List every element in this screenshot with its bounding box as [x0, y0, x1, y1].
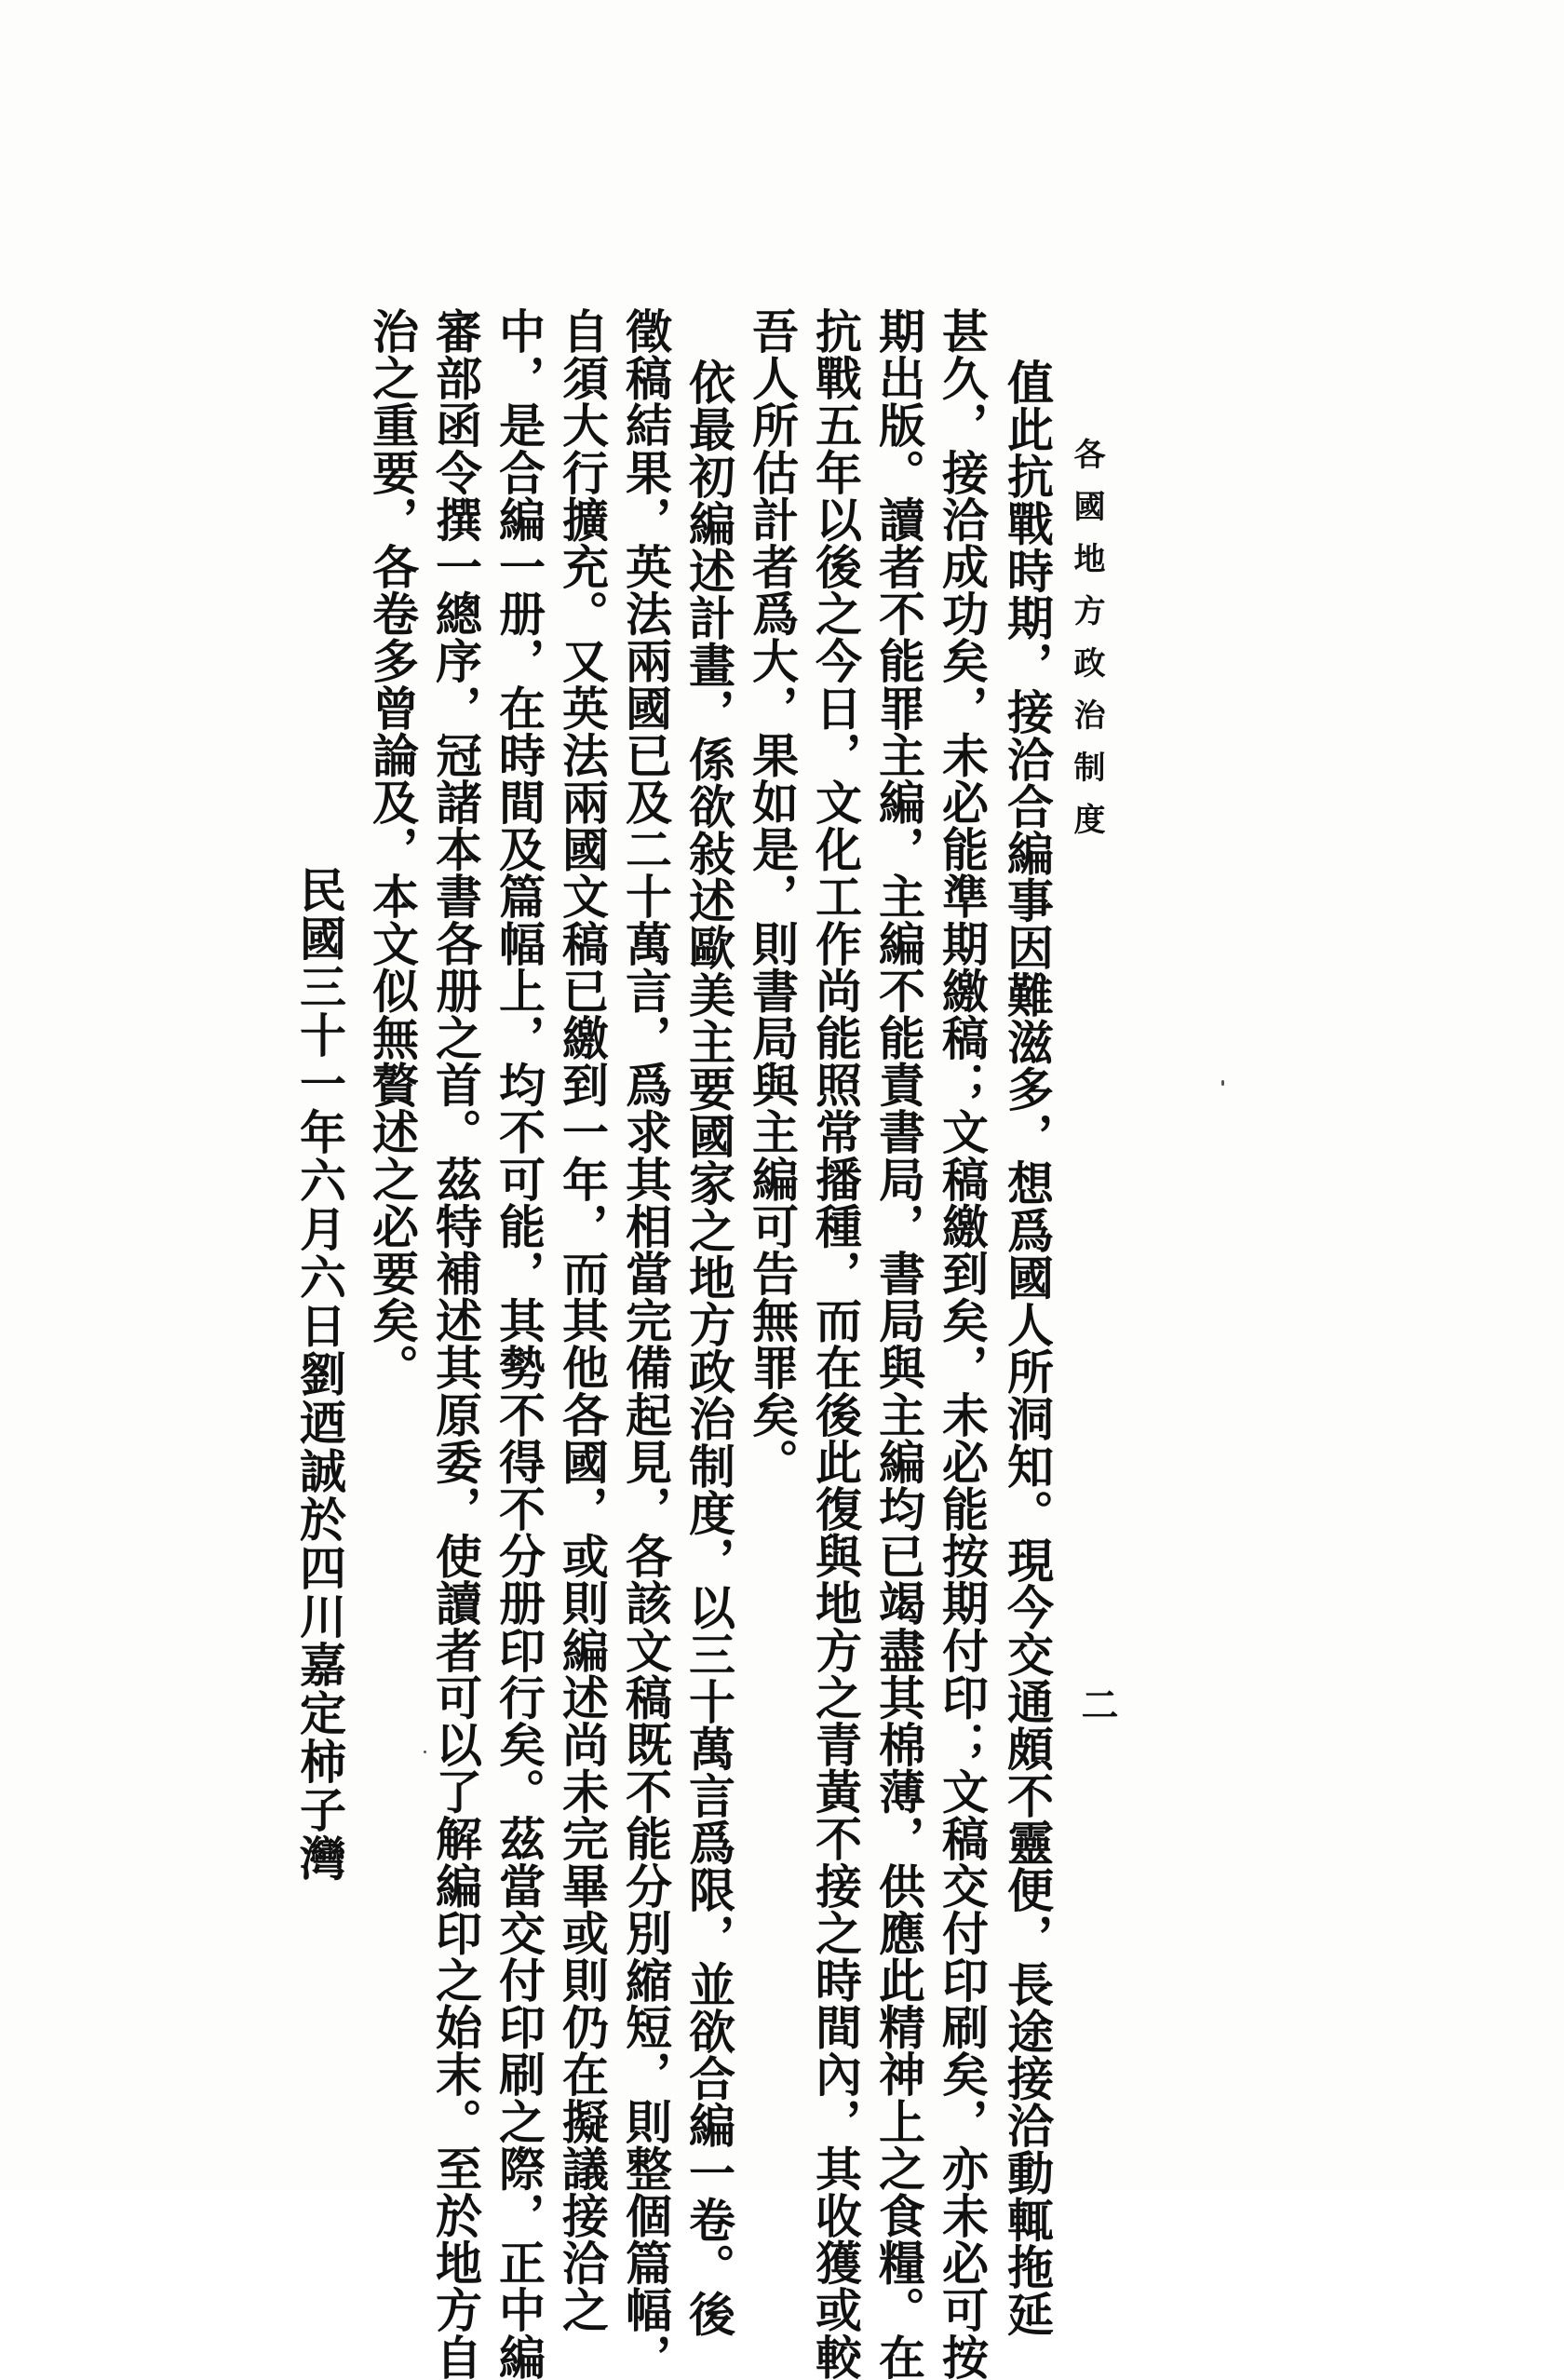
scan-speck: [1221, 1080, 1224, 1086]
text-column-6: 依最初編述計畫，係欲敍述歐美主要國家之地方政治制度，以三十萬言爲限，並欲合編一卷。後: [681, 358, 736, 2338]
text-column-10: 審部函令撰一總序，冠諸本書各册之首。茲特補述其原委，使讀者可以了解編印之始末。至於地方自: [428, 307, 483, 2380]
text-column-11: 治之重要，各卷多曾論及，本文似無贅述之必要矣。: [365, 307, 420, 1391]
running-title: 各國地方政治制度: [1068, 438, 1105, 855]
text-column-3: 期出版。讀者不能罪主編，主編不能責書局，書局與主編均已竭盡其棉薄，供應此精神上之食糧。在: [871, 307, 926, 2380]
text-column-9: 中，是合編一册，在時間及篇幅上，均不可能，其勢不得不分册印行矣。茲當交付印刷之際，正中編: [492, 307, 546, 2380]
text-column-4: 抗戰五年以後之今日，文化工作尚能照常播種，而在後此復與地方之青黃不接之時間內，其收獲或較: [808, 307, 863, 2380]
text-column-5: 吾人所估計者爲大，果如是，則書局與主編可告無罪矣。: [745, 307, 800, 1485]
text-column-8: 自須大行擴充。又英法兩國文稿已繳到一年，而其他各國，或則編述尚未完畢或則仍在擬議接洽之: [555, 307, 610, 2333]
text-column-1: 值此抗戰時期，接洽合編事因難滋多，想爲國人所洞知。現今交通頗不靈便，長途接洽動輒拖延: [1000, 358, 1055, 2338]
text-column-2: 甚久，接洽成功矣，未必能準期繳稿；文稿繳到矣，未必能按期付印；文稿交付印刷矣，亦未必可按: [935, 307, 990, 2380]
page-number: 二: [1075, 1685, 1119, 1723]
text-column-7: 徵稿結果，英法兩國已及二十萬言，爲求其相當完備起見，各該文稿既不能分別縮短，則整個篇幅，: [618, 307, 673, 2380]
signature-line: 民國三十一年六月六日劉迺誠於四川嘉定柿子灣: [292, 866, 347, 1883]
scan-speck: [424, 1751, 426, 1753]
